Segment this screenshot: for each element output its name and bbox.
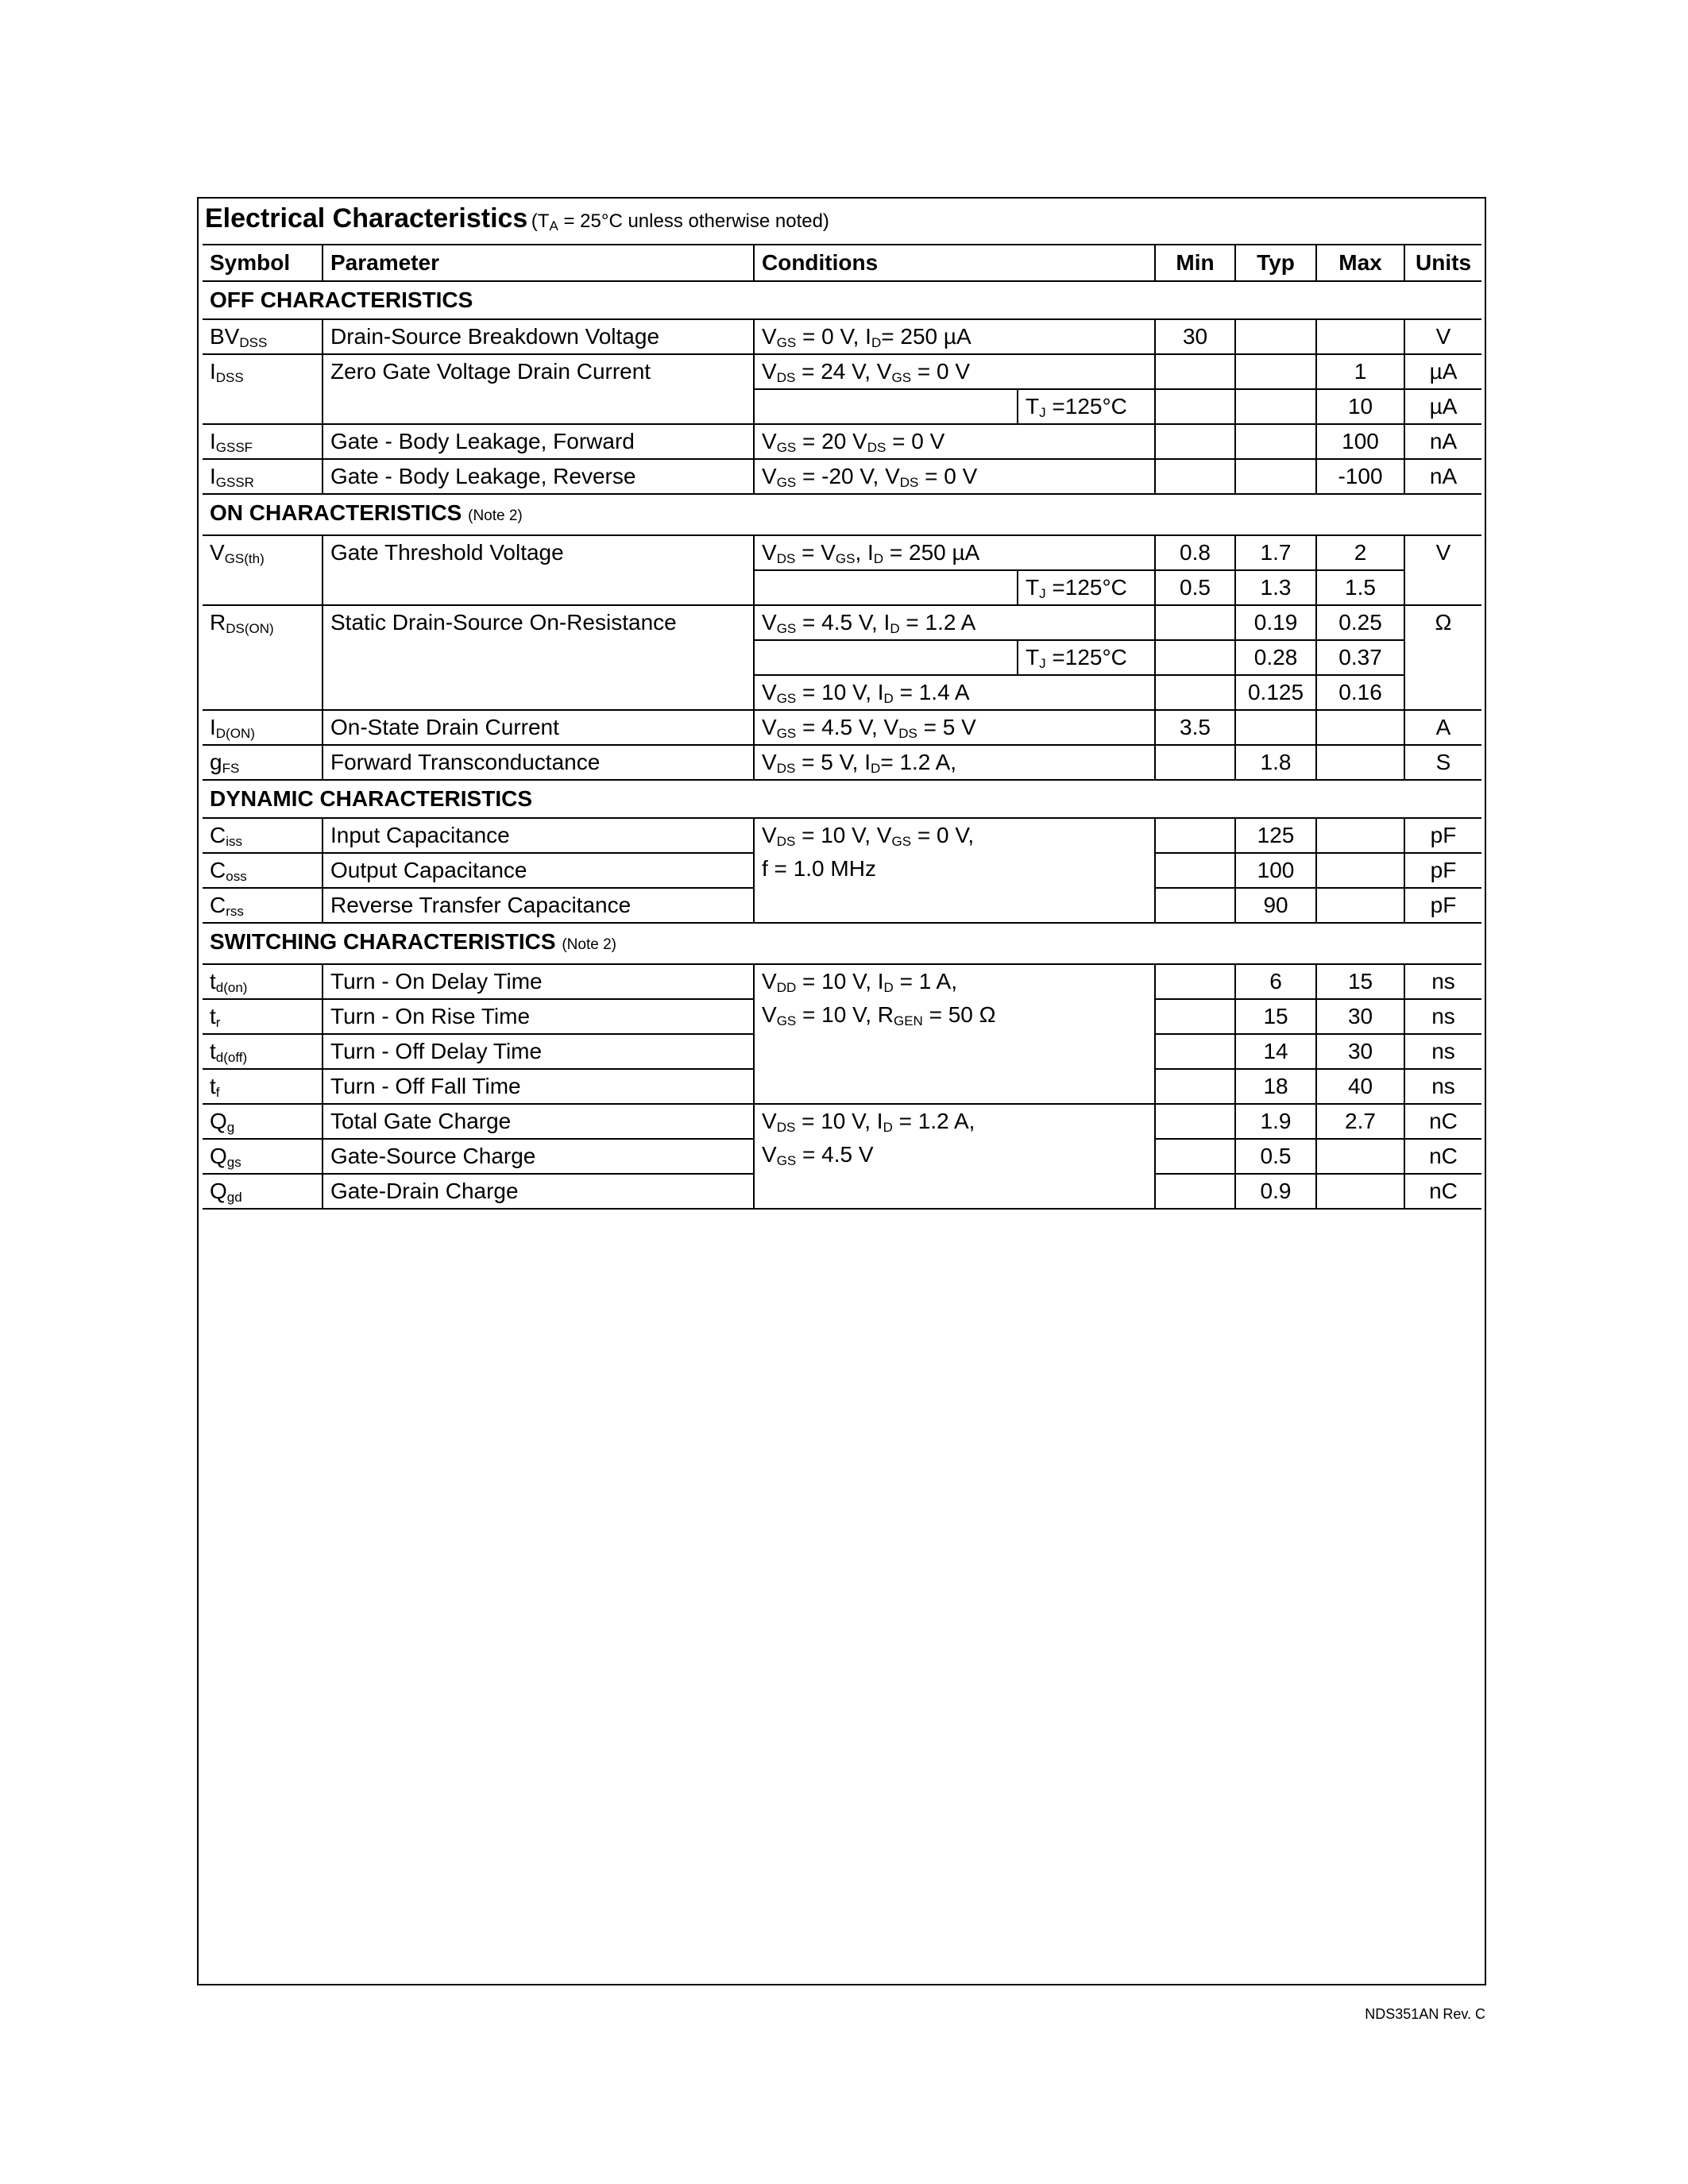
typ-cell bbox=[1235, 354, 1316, 389]
symbol-cell: $Q_{gs}$ bbox=[203, 1139, 323, 1174]
typ-cell: 0.5 bbox=[1235, 1139, 1316, 1174]
parameter-cell: Turn - On Delay Time bbox=[323, 964, 754, 999]
units-cell: V bbox=[1404, 319, 1481, 354]
symbol-cell: $t_f$ bbox=[203, 1069, 323, 1104]
symbol-cell: $C_{rss}$ bbox=[203, 888, 323, 923]
min-cell bbox=[1155, 459, 1235, 494]
table-row bbox=[203, 459, 1481, 494]
units-cell: nA bbox=[1404, 424, 1481, 459]
max-cell: 30 bbox=[1316, 1034, 1404, 1069]
min-cell bbox=[1155, 1104, 1235, 1139]
min-cell: 3.5 bbox=[1155, 710, 1235, 745]
min-cell bbox=[1155, 964, 1235, 999]
conditions-cell: $V_{DD} = 10$ V, $I_D = 1$ A, $V_{GS} = 10$ V, $R_{GEN} = 50$ Ω bbox=[754, 964, 1155, 1104]
header-min: Min bbox=[1155, 245, 1235, 281]
symbol-cell: $I_{GSSF}$ bbox=[203, 424, 323, 459]
conditions-cell: $V_{GS} = 0$ V, $I_D= 250$ µA bbox=[754, 319, 1155, 354]
section-off bbox=[203, 281, 1481, 319]
units-cell: V bbox=[1404, 535, 1481, 605]
min-cell: 30 bbox=[1155, 319, 1235, 354]
table-row bbox=[203, 535, 1481, 570]
header-typ: Typ bbox=[1235, 245, 1316, 281]
max-cell: 1 bbox=[1316, 354, 1404, 389]
conditions-spacer bbox=[754, 640, 1018, 675]
parameter-cell: Gate - Body Leakage, Forward bbox=[323, 424, 754, 459]
conditions-cell: $V_{DS} = 10$ V, $I_D = 1.2$ A, $V_{GS} = 4.5$ V bbox=[754, 1104, 1155, 1209]
parameter-cell: Turn - On Rise Time bbox=[323, 999, 754, 1034]
typ-cell: 1.3 bbox=[1235, 570, 1316, 605]
max-cell bbox=[1316, 853, 1404, 888]
section-switching bbox=[203, 923, 1481, 964]
section-dynamic bbox=[203, 780, 1481, 818]
typ-cell: 125 bbox=[1235, 818, 1316, 853]
section-on bbox=[203, 494, 1481, 535]
section-label: ON CHARACTERISTICS (Note 2) bbox=[203, 494, 1481, 535]
min-cell bbox=[1155, 818, 1235, 853]
units-cell: nC bbox=[1404, 1174, 1481, 1209]
symbol-cell: $t_{d(on)}$ bbox=[203, 964, 323, 999]
parameter-cell: Input Capacitance bbox=[323, 818, 754, 853]
table-row bbox=[203, 964, 1481, 999]
typ-cell: 0.19 bbox=[1235, 605, 1316, 640]
title-row bbox=[205, 203, 829, 234]
table-row bbox=[203, 745, 1481, 780]
parameter-cell: Turn - Off Delay Time bbox=[323, 1034, 754, 1069]
table-row bbox=[203, 710, 1481, 745]
min-cell bbox=[1155, 999, 1235, 1034]
table-row bbox=[203, 319, 1481, 354]
max-cell bbox=[1316, 319, 1404, 354]
units-cell: nC bbox=[1404, 1139, 1481, 1174]
min-cell bbox=[1155, 1174, 1235, 1209]
parameter-cell: Forward Transconductance bbox=[323, 745, 754, 780]
tj-condition-cell: $T_J =125^\circ C$ bbox=[1018, 640, 1155, 675]
units-cell: ns bbox=[1404, 1069, 1481, 1104]
typ-cell: 100 bbox=[1235, 853, 1316, 888]
max-cell: 15 bbox=[1316, 964, 1404, 999]
typ-cell: 18 bbox=[1235, 1069, 1316, 1104]
parameter-cell: Drain-Source Breakdown Voltage bbox=[323, 319, 754, 354]
max-cell: 2 bbox=[1316, 535, 1404, 570]
conditions-cell: $V_{GS} = 4.5$ V, $V_{DS} = 5$ V bbox=[754, 710, 1155, 745]
max-cell bbox=[1316, 888, 1404, 923]
table-row bbox=[203, 424, 1481, 459]
header-row bbox=[203, 245, 1481, 281]
min-cell bbox=[1155, 853, 1235, 888]
header-symbol: Symbol bbox=[203, 245, 323, 281]
header-units: Units bbox=[1404, 245, 1481, 281]
conditions-cell: $V_{DS} = V_{GS}$, $I_D = 250$ µA bbox=[754, 535, 1155, 570]
symbol-cell: $Q_{gd}$ bbox=[203, 1174, 323, 1209]
symbol-cell: $BV_{DSS}$ bbox=[203, 319, 323, 354]
symbol-cell: $I_{GSSR}$ bbox=[203, 459, 323, 494]
typ-cell: 0.125 bbox=[1235, 675, 1316, 710]
units-cell: Ω bbox=[1404, 605, 1481, 710]
conditions-spacer bbox=[754, 570, 1018, 605]
min-cell bbox=[1155, 389, 1235, 424]
header-conditions: Conditions bbox=[754, 245, 1155, 281]
parameter-cell: Gate-Source Charge bbox=[323, 1139, 754, 1174]
typ-cell: 90 bbox=[1235, 888, 1316, 923]
conditions-cell: $V_{GS} = 4.5$ V, $I_D = 1.2$ A bbox=[754, 605, 1155, 640]
max-cell bbox=[1316, 710, 1404, 745]
min-cell bbox=[1155, 745, 1235, 780]
conditions-cell: $V_{DS} = 10$ V, $V_{GS} = 0$ V, f = 1.0 MHz bbox=[754, 818, 1155, 923]
min-cell bbox=[1155, 1139, 1235, 1174]
parameter-cell: Gate-Drain Charge bbox=[323, 1174, 754, 1209]
symbol-cell: $t_r$ bbox=[203, 999, 323, 1034]
symbol-cell: $C_{iss}$ bbox=[203, 818, 323, 853]
symbol-cell: $C_{oss}$ bbox=[203, 853, 323, 888]
min-cell bbox=[1155, 354, 1235, 389]
conditions-cell: $V_{DS} = 24$ V, $V_{GS} = 0$ V bbox=[754, 354, 1155, 389]
units-cell: nA bbox=[1404, 459, 1481, 494]
symbol-cell: $V_{GS(th)}$ bbox=[203, 535, 323, 605]
table-title: Electrical Characteristics bbox=[205, 203, 528, 233]
min-cell bbox=[1155, 424, 1235, 459]
parameter-cell: Total Gate Charge bbox=[323, 1104, 754, 1139]
max-cell bbox=[1316, 818, 1404, 853]
typ-cell: 0.28 bbox=[1235, 640, 1316, 675]
min-cell bbox=[1155, 1034, 1235, 1069]
parameter-cell: Reverse Transfer Capacitance bbox=[323, 888, 754, 923]
parameter-cell: Gate - Body Leakage, Reverse bbox=[323, 459, 754, 494]
symbol-cell: $t_{d(off)}$ bbox=[203, 1034, 323, 1069]
min-cell: 0.5 bbox=[1155, 570, 1235, 605]
typ-cell: 0.9 bbox=[1235, 1174, 1316, 1209]
min-cell: 0.8 bbox=[1155, 535, 1235, 570]
units-cell: ns bbox=[1404, 1034, 1481, 1069]
min-cell bbox=[1155, 1069, 1235, 1104]
max-cell: 100 bbox=[1316, 424, 1404, 459]
typ-cell: 1.9 bbox=[1235, 1104, 1316, 1139]
section-label: DYNAMIC CHARACTERISTICS bbox=[203, 780, 1481, 818]
units-cell: ns bbox=[1404, 999, 1481, 1034]
section-label: OFF CHARACTERISTICS bbox=[203, 281, 1481, 319]
parameter-cell: Zero Gate Voltage Drain Current bbox=[323, 354, 754, 424]
typ-cell bbox=[1235, 389, 1316, 424]
units-cell: µA bbox=[1404, 389, 1481, 424]
header-max: Max bbox=[1316, 245, 1404, 281]
typ-cell bbox=[1235, 710, 1316, 745]
max-cell: 30 bbox=[1316, 999, 1404, 1034]
max-cell: 0.37 bbox=[1316, 640, 1404, 675]
units-cell: µA bbox=[1404, 354, 1481, 389]
max-cell: 0.25 bbox=[1316, 605, 1404, 640]
typ-cell: 1.7 bbox=[1235, 535, 1316, 570]
typ-cell: 1.8 bbox=[1235, 745, 1316, 780]
parameter-cell: Static Drain-Source On-Resistance bbox=[323, 605, 754, 710]
min-cell bbox=[1155, 888, 1235, 923]
typ-cell: 6 bbox=[1235, 964, 1316, 999]
conditions-cell: $V_{GS} = 20$ $V_{DS} = 0$ V bbox=[754, 424, 1155, 459]
table-row bbox=[203, 1104, 1481, 1139]
max-cell: -100 bbox=[1316, 459, 1404, 494]
max-cell: 40 bbox=[1316, 1069, 1404, 1104]
typ-cell bbox=[1235, 459, 1316, 494]
conditions-cell: $V_{GS} = -20$ V, $V_{DS} = 0$ V bbox=[754, 459, 1155, 494]
units-cell: ns bbox=[1404, 964, 1481, 999]
symbol-cell: $I_{DSS}$ bbox=[203, 354, 323, 424]
units-cell: pF bbox=[1404, 888, 1481, 923]
table-row bbox=[203, 354, 1481, 389]
table-row bbox=[203, 605, 1481, 640]
document-revision: NDS351AN Rev. C bbox=[1365, 2006, 1485, 2022]
tj-condition-cell: $T_J =125^\circ C$ bbox=[1018, 570, 1155, 605]
symbol-cell: $Q_g$ bbox=[203, 1104, 323, 1139]
typ-cell: 14 bbox=[1235, 1034, 1316, 1069]
title-note: ($T_A = 25^\circ C$ unless otherwise noted) bbox=[531, 210, 829, 233]
header-parameter: Parameter bbox=[323, 245, 754, 281]
min-cell bbox=[1155, 605, 1235, 640]
parameter-cell: Output Capacitance bbox=[323, 853, 754, 888]
max-cell: 10 bbox=[1316, 389, 1404, 424]
parameter-cell: On-State Drain Current bbox=[323, 710, 754, 745]
symbol-cell: $R_{DS(ON)}$ bbox=[203, 605, 323, 710]
max-cell bbox=[1316, 1174, 1404, 1209]
symbol-cell: $g_{FS}$ bbox=[203, 745, 323, 780]
max-cell: 1.5 bbox=[1316, 570, 1404, 605]
units-cell: pF bbox=[1404, 853, 1481, 888]
characteristics-table bbox=[203, 244, 1481, 1210]
typ-cell bbox=[1235, 424, 1316, 459]
parameter-cell: Gate Threshold Voltage bbox=[323, 535, 754, 605]
conditions-spacer bbox=[754, 389, 1018, 424]
table-row bbox=[203, 818, 1481, 853]
conditions-cell: $V_{GS} = 10$ V, $I_D = 1.4$ A bbox=[754, 675, 1155, 710]
units-cell: A bbox=[1404, 710, 1481, 745]
typ-cell: 15 bbox=[1235, 999, 1316, 1034]
min-cell bbox=[1155, 640, 1235, 675]
section-label: SWITCHING CHARACTERISTICS (Note 2) bbox=[203, 923, 1481, 964]
max-cell: 2.7 bbox=[1316, 1104, 1404, 1139]
units-cell: S bbox=[1404, 745, 1481, 780]
max-cell: 0.16 bbox=[1316, 675, 1404, 710]
min-cell bbox=[1155, 675, 1235, 710]
max-cell bbox=[1316, 1139, 1404, 1174]
symbol-cell: $I_{D(ON)}$ bbox=[203, 710, 323, 745]
units-cell: nC bbox=[1404, 1104, 1481, 1139]
max-cell bbox=[1316, 745, 1404, 780]
units-cell: pF bbox=[1404, 818, 1481, 853]
typ-cell bbox=[1235, 319, 1316, 354]
parameter-cell: Turn - Off Fall Time bbox=[323, 1069, 754, 1104]
electrical-characteristics-frame bbox=[197, 197, 1486, 1985]
tj-condition-cell: $T_J =125^\circ C$ bbox=[1018, 389, 1155, 424]
conditions-cell: $V_{DS} = 5$ V, $I_D= 1.2$ A, bbox=[754, 745, 1155, 780]
